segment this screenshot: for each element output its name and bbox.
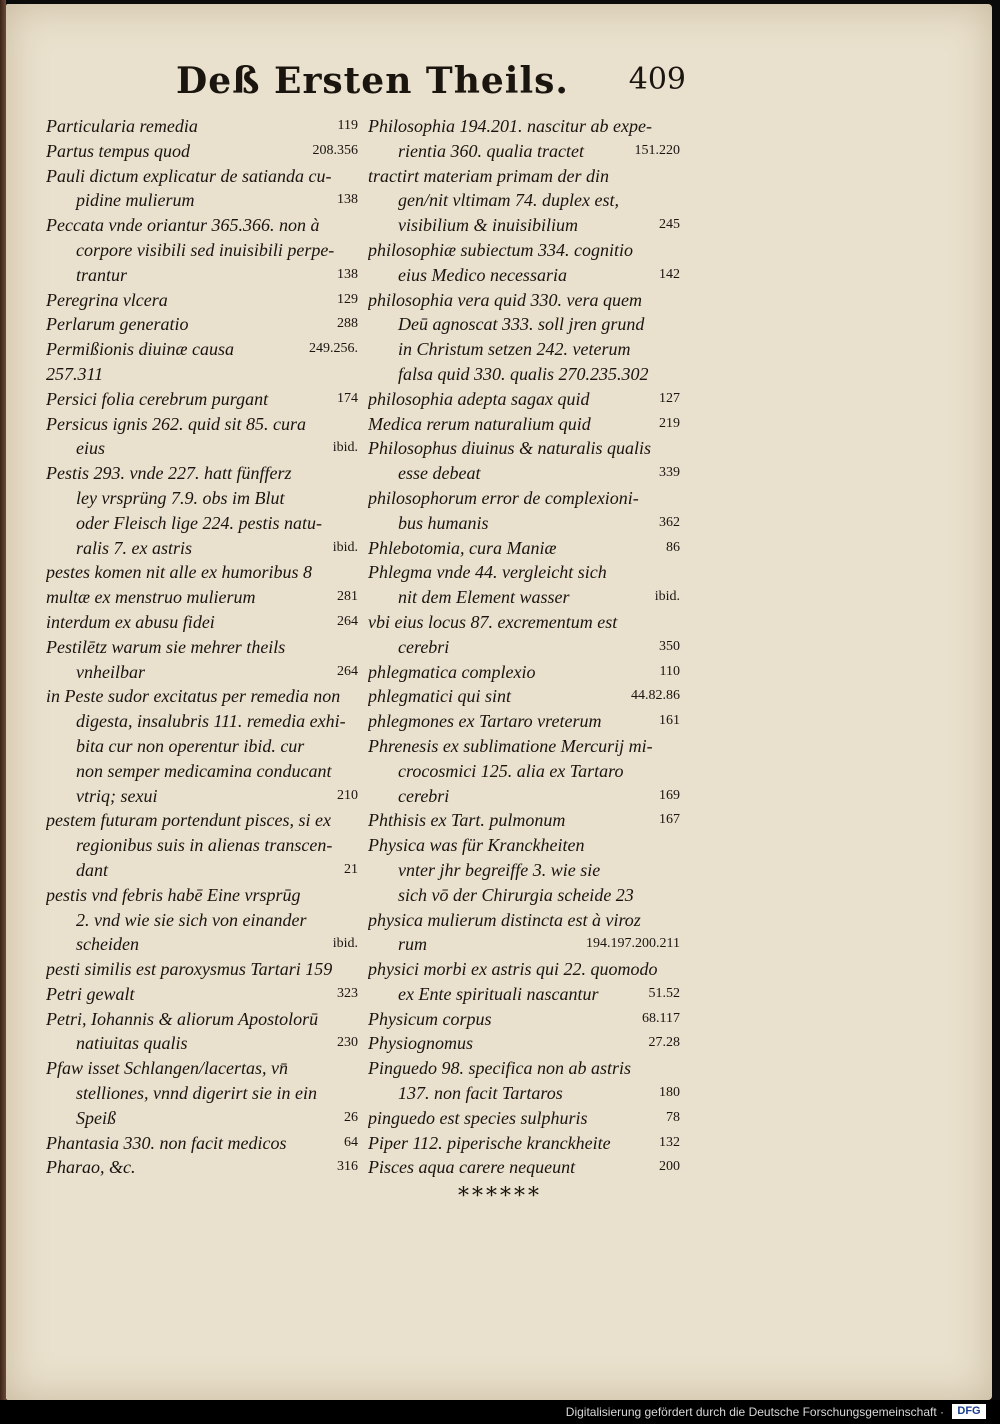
index-entry-text: philosophiæ subiectum 334. cognitio [368, 239, 633, 260]
index-page-ref: ibid. [332, 936, 358, 952]
index-line [368, 660, 688, 685]
index-line [368, 833, 688, 858]
index-entry-text: Pfaw isset Schlangen/lacertas, vn̄ [46, 1058, 288, 1079]
index-page-ref: 208.356 [312, 142, 358, 158]
index-line [46, 932, 366, 957]
index-entry-text: philosophia vera quid 330. vera quem [368, 289, 642, 310]
index-line [46, 1106, 366, 1131]
index-entry-text: Pestilētz warum sie mehrer theils [46, 636, 286, 657]
index-page-ref: 316 [337, 1159, 358, 1175]
index-line [368, 536, 688, 561]
index-line [368, 436, 688, 461]
index-line [368, 908, 688, 933]
index-page-ref: 200 [659, 1159, 680, 1175]
index-line [368, 213, 688, 238]
index-page-ref: 44.82.86 [631, 688, 680, 704]
index-entry-text: pesti similis est paroxysmus Tartari 159 [46, 959, 333, 980]
index-entry-text: Phrenesis ex sublimatione Mercurij mi- [368, 735, 653, 756]
index-line [46, 114, 366, 139]
index-line [368, 164, 688, 189]
index-page-ref: 169 [659, 787, 680, 803]
index-line [46, 585, 366, 610]
index-entry-text: rum [398, 934, 428, 955]
index-line [46, 684, 366, 709]
index-entry-text: in Christum setzen 242. veterum [398, 339, 631, 360]
index-entry-text: phlegmatica complexio [368, 661, 536, 682]
index-page-ref: 129 [337, 291, 358, 307]
index-entry-text: 2. vnd wie sie sich von einander [76, 909, 307, 930]
index-entry-text: Pinguedo 98. specifica non ab astris [368, 1058, 631, 1079]
index-entry-text: vtriq; sexui [76, 785, 158, 806]
index-entry-text: non semper medicamina conducant [76, 760, 332, 781]
index-entry-text: oder Fleisch lige 224. pestis natu- [76, 512, 322, 533]
index-line [368, 858, 688, 883]
index-entry-text: Partus tempus quod [46, 140, 190, 161]
index-entry-text: ley vrsprüng 7.9. obs im Blut [76, 487, 285, 508]
index-page-ref: 78 [666, 1109, 680, 1125]
index-line [46, 660, 366, 685]
index-entry-text: Phlegma vnde 44. vergleicht sich [368, 562, 607, 583]
index-entry-text: corpore visibili sed inuisibili perpe- [76, 239, 335, 260]
index-line [368, 560, 688, 585]
index-page-ref: 142 [659, 266, 680, 282]
index-entry-text: vbi eius locus 87. excrementum est [368, 611, 618, 632]
index-page-ref: 86 [666, 539, 680, 555]
index-line [46, 1056, 366, 1081]
index-line [368, 759, 688, 784]
index-entry-text: eius Medico necessaria [398, 264, 567, 285]
index-entry-text: natiuitas qualis [76, 1033, 188, 1054]
digitization-credit: Digitalisierung gefördert durch die Deutsche Forschungsgemeinschaft · [565, 1405, 944, 1419]
index-entry-text: in Peste sudor excitatus per remedia non [46, 686, 341, 707]
dfg-logo-icon: DFG [952, 1404, 986, 1419]
index-line [46, 957, 366, 982]
book-page [6, 4, 992, 1400]
index-entry-text: Physicum corpus [368, 1008, 492, 1029]
index-line [368, 263, 688, 288]
index-page-ref: 210 [337, 787, 358, 803]
index-entry-text: Peccata vnde oriantur 365.366. non à [46, 215, 320, 236]
index-line [368, 312, 688, 337]
index-page-ref: 151.220 [634, 142, 680, 158]
index-line [368, 808, 688, 833]
index-page-ref: 127 [659, 390, 680, 406]
index-entry-text: ex Ente spirituali nascantur [398, 983, 599, 1004]
index-page-ref: 64 [344, 1134, 358, 1150]
index-line [368, 362, 688, 387]
index-line [368, 511, 688, 536]
index-entry-text: Speiß [76, 1107, 116, 1128]
index-line [368, 784, 688, 809]
index-entry-text: multæ ex menstruo mulierum [46, 587, 256, 608]
index-line [368, 486, 688, 511]
index-entry-text: trantur [76, 264, 128, 285]
index-line [46, 982, 366, 1007]
index-line [46, 288, 366, 313]
index-entry-text: rientia 360. qualia tractet [398, 140, 584, 161]
index-line [46, 362, 366, 387]
index-column-left [46, 114, 366, 1180]
index-page-ref: 174 [337, 390, 358, 406]
page-header [176, 60, 686, 104]
index-entry-text: phlegmatici qui sint [368, 686, 511, 707]
index-entry-text: vnter jhr begreiffe 3. wie sie [398, 859, 601, 880]
index-line [46, 635, 366, 660]
index-entry-text: Perlarum generatio [46, 314, 189, 335]
index-entry-text: dant [76, 859, 109, 880]
index-line [368, 635, 688, 660]
index-line [368, 932, 688, 957]
index-entry-text: falsa quid 330. qualis 270.235.302 [398, 363, 649, 384]
index-entry-text: eius [76, 438, 105, 459]
index-entry-text: Deū agnoscat 333. soll jren grund [398, 314, 645, 335]
index-line [368, 1081, 688, 1106]
index-line [368, 585, 688, 610]
index-entry-text: Pestis 293. vnde 227. hatt fünfferz [46, 463, 292, 484]
index-entry-text: Particularia remedia [46, 116, 198, 136]
index-line [46, 387, 366, 412]
index-line [368, 139, 688, 164]
index-line [368, 883, 688, 908]
index-entry-text: Persicus ignis 262. quid sit 85. cura [46, 413, 306, 434]
index-line [46, 833, 366, 858]
index-page-ref: 219 [659, 415, 680, 431]
index-line [46, 263, 366, 288]
index-entry-text: Pharao, &c. [46, 1157, 136, 1178]
index-page-ref: 119 [337, 118, 358, 133]
index-line [368, 1007, 688, 1032]
index-line [368, 1155, 688, 1180]
index-entry-text: pidine mulierum [76, 190, 195, 211]
index-line [368, 709, 688, 734]
index-line [368, 288, 688, 313]
index-line [368, 461, 688, 486]
index-page-ref: 281 [337, 589, 358, 605]
index-line [46, 858, 366, 883]
index-entry-text: Pisces aqua carere nequeunt [368, 1157, 576, 1178]
index-line [46, 808, 366, 833]
index-entry-text: Physica was für Kranckheiten [368, 835, 585, 856]
index-entry-text: philosophorum error de complexioni- [368, 487, 639, 508]
index-line [368, 1031, 688, 1056]
index-entry-text: Pauli dictum explicatur de satianda cu- [46, 165, 332, 186]
index-entry-text: bus humanis [398, 512, 489, 533]
index-line [46, 213, 366, 238]
index-entry-text: pestes komen nit alle ex humoribus 8 [46, 562, 312, 583]
index-entry-text: digesta, insalubris 111. remedia exhi- [76, 711, 346, 732]
index-entry-text: pestis vnd febris habē Eine vrsprūg [46, 884, 301, 905]
index-page-ref: 288 [337, 316, 358, 332]
index-page-ref: 245 [659, 217, 680, 233]
index-entry-text: Philosophia 194.201. nascitur ab expe- [368, 116, 652, 136]
index-entry-text: nit dem Element wasser [398, 587, 570, 608]
index-entry-text: physica mulierum distincta est à viroz [368, 909, 641, 930]
footer-bar [0, 1400, 1000, 1424]
index-page-ref: ibid. [332, 440, 358, 456]
index-line [46, 1031, 366, 1056]
index-line [368, 387, 688, 412]
index-page-ref: 264 [337, 663, 358, 679]
index-page-ref: 138 [337, 266, 358, 282]
page-number: 409 [628, 62, 686, 97]
running-title: Deß Ersten Theils. [176, 60, 569, 102]
index-entry-text: gen/nit vltimam 74. duplex est, [398, 190, 619, 211]
index-line [46, 759, 366, 784]
index-entry-text: Peregrina vlcera [46, 289, 168, 310]
ornament-asterisks: ****** [458, 1184, 542, 1209]
index-line [46, 883, 366, 908]
index-page-ref: 51.52 [648, 985, 680, 1001]
index-entry-text: Phthisis ex Tart. pulmonum [368, 810, 566, 831]
index-entry-text: sich vō der Chirurgia scheide 23 [398, 884, 634, 905]
index-entry-text: phlegmones ex Tartaro vreterum [368, 711, 602, 732]
index-entry-text: Medica rerum naturalium quid [368, 413, 591, 434]
index-page-ref: ibid. [654, 589, 680, 605]
index-line [46, 709, 366, 734]
index-line [46, 1007, 366, 1032]
index-line [46, 188, 366, 213]
index-line [368, 957, 688, 982]
index-line [46, 908, 366, 933]
index-entry-text: tractirt materiam primam der din [368, 165, 609, 186]
index-entry-text: regionibus suis in alienas transcen- [76, 835, 333, 856]
index-line [46, 412, 366, 437]
index-page-ref: 230 [337, 1035, 358, 1051]
index-column-right [368, 114, 688, 1180]
index-entry-text: ralis 7. ex astris [76, 537, 193, 558]
index-page-ref: 264 [337, 613, 358, 629]
index-line [368, 734, 688, 759]
index-entry-text: Persici folia cerebrum purgant [46, 388, 269, 409]
index-entry-text: philosophia adepta sagax quid [368, 388, 590, 409]
index-page-ref: 249.256. [309, 341, 358, 357]
index-entry-text: interdum ex abusu fidei [46, 611, 215, 632]
index-line [368, 114, 688, 139]
index-line [46, 486, 366, 511]
index-line [46, 1155, 366, 1180]
index-entry-text: pinguedo est species sulphuris [368, 1107, 588, 1128]
index-line [46, 610, 366, 635]
index-page-ref: 339 [659, 465, 680, 481]
index-line [46, 436, 366, 461]
index-page-ref: 167 [659, 812, 680, 828]
index-line [368, 1106, 688, 1131]
index-line [46, 511, 366, 536]
index-entry-text: Physiognomus [368, 1033, 473, 1054]
index-line [368, 238, 688, 263]
index-entry-text: esse debeat [398, 463, 481, 484]
index-page-ref: 138 [337, 192, 358, 208]
index-entry-text: physici morbi ex astris qui 22. quomodo [368, 959, 658, 980]
index-page-ref: 21 [344, 861, 358, 877]
index-entry-text: Phlebotomia, cura Maniæ [368, 537, 557, 558]
index-line [46, 734, 366, 759]
index-line [368, 684, 688, 709]
index-entry-text: cerebri [398, 636, 450, 657]
index-page-ref: 27.28 [648, 1035, 680, 1051]
index-entry-text: cerebri [398, 785, 450, 806]
index-entry-text: Petri gewalt [46, 983, 135, 1004]
index-line [46, 312, 366, 337]
index-entry-text: Piper 112. piperische kranckheite [368, 1132, 611, 1153]
index-entry-text: crocosmici 125. alia ex Tartaro [398, 760, 624, 781]
index-line [46, 337, 366, 362]
index-line [46, 461, 366, 486]
index-line [368, 412, 688, 437]
index-page-ref: 132 [659, 1134, 680, 1150]
index-page-ref: 194.197.200.211 [586, 936, 680, 952]
index-line [46, 139, 366, 164]
index-entry-text: Philosophus diuinus & naturalis qualis [368, 438, 652, 459]
index-entry-text: scheiden [76, 934, 139, 955]
index-page-ref: ibid. [332, 539, 358, 555]
index-line [368, 337, 688, 362]
index-entry-text: vnheilbar [76, 661, 145, 682]
index-page-ref: 323 [337, 985, 358, 1001]
index-entry-text: stelliones, vnnd digerirt sie in ein [76, 1083, 317, 1104]
index-line [46, 560, 366, 585]
index-entry-text: visibilium & inuisibilium [398, 215, 579, 236]
index-line [46, 1131, 366, 1156]
index-page-ref: 68.117 [642, 1010, 680, 1026]
index-line [368, 982, 688, 1007]
index-line [368, 188, 688, 213]
index-entry-text: 257.311 [46, 363, 104, 384]
index-entry-text: Permißionis diuinæ causa [46, 339, 234, 360]
index-page-ref: 161 [659, 713, 680, 729]
index-line [368, 1056, 688, 1081]
index-entry-text: Phantasia 330. non facit medicos [46, 1132, 287, 1153]
index-page-ref: 362 [659, 514, 680, 530]
index-entry-text: 137. non facit Tartaros [398, 1083, 563, 1104]
index-entry-text: pestem futuram portendunt pisces, si ex [46, 810, 331, 831]
index-page-ref: 180 [659, 1085, 680, 1101]
index-entry-text: Petri, Iohannis & aliorum Apostolorū [46, 1008, 319, 1029]
index-line [46, 1081, 366, 1106]
index-page-ref: 350 [659, 638, 680, 654]
index-line [368, 610, 688, 635]
index-line [46, 536, 366, 561]
index-page-ref: 110 [659, 663, 680, 679]
index-page-ref: 26 [344, 1109, 358, 1125]
index-entry-text: bita cur non operentur ibid. cur [76, 735, 305, 756]
index-line [46, 164, 366, 189]
index-line [46, 238, 366, 263]
index-line [46, 784, 366, 809]
index-line [368, 1131, 688, 1156]
